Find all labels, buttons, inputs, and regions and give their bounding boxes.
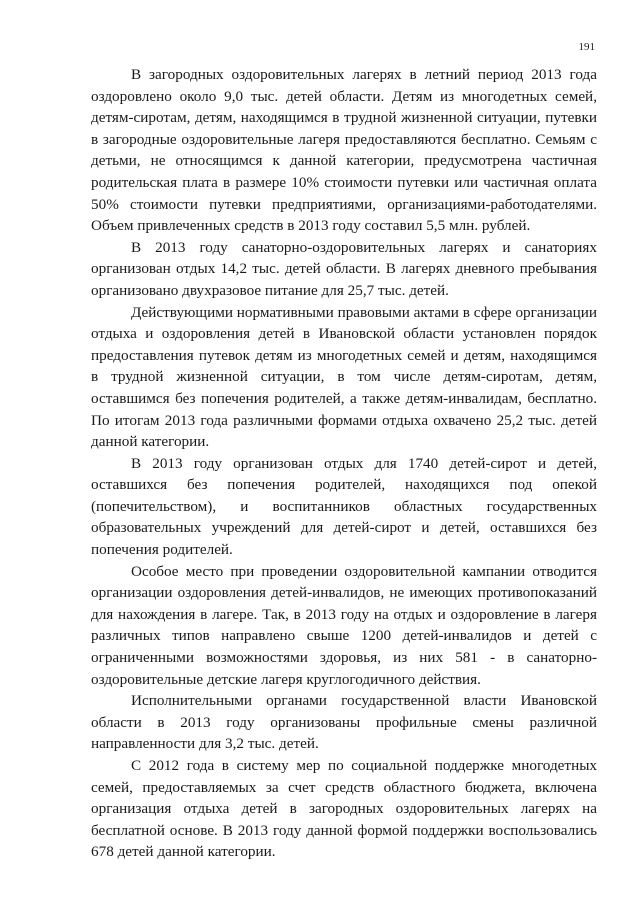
paragraph-1: В загородных оздоровительных лагерях в летний период 2013 года оздоровлено около 9,0 тыс. детей области. Детям из многодетных семей, детям-сиротам, детям, находящимся в трудной жизненной ситуации, путевки в загородные оздоровительные лагеря предоставляются бесплатно. Семьям с детьми, не относящимся к данной категории, предусмотрена частичная родительская плата в размере 10% стоимости путевки или частичная оплата 50% стоимости путевки предприятиями, организациями-работодателями. Объем привлеченных средств в 2013 году составил 5,5 млн. рублей.	[91, 66, 597, 235]
document-body	[91, 64, 597, 863]
paragraph-6: Исполнительными органами государственной власти Ивановской области в 2013 году организованы профильные смены различной направленности для 3,2 тыс. детей.	[91, 692, 597, 753]
paragraph-2: В 2013 году санаторно-оздоровительных лагерях и санаториях организован отдых 14,2 тыс. детей области. В лагерях дневного пребывания организовано двухразовое питание для 25,7 тыс. детей.	[91, 238, 597, 299]
paragraph-5: Особое место при проведении оздоровительной кампании отводится организации оздоровления детей-инвалидов, не имеющих противопоказаний для нахождения в лагере. Так, в 2013 году на отдых и оздоровление в лагеря различных типов направлено свыше 1200 детей-инвалидов и детей с ограниченными возможностями здоровья, из них 581 - в санаторно-оздоровительные детские лагеря круглогодичного действия.	[91, 562, 597, 688]
paragraph-4: В 2013 году организован отдых для 1740 детей-сирот и детей, оставшихся без попечения родителей, находящихся под опекой (попечительством), и воспитанников областных государственных образовательных учреждений для детей-сирот и детей, оставшихся без попечения родителей.	[91, 454, 597, 559]
paragraph-3: Действующими нормативными правовыми актами в сфере организации отдыха и оздоровления детей в Ивановской области установлен порядок предоставления путевок детям из многодетных семей и детям, находящимся в трудной жизненной ситуации, в том числе детям-сиротам, детям, оставшимся без попечения родителей, а также детям-инвалидам, бесплатно. По итогам 2013 года различными формами отдыха охвачено 25,2 тыс. детей данной категории.	[91, 303, 597, 451]
paragraph-7: С 2012 года в систему мер по социальной поддержке многодетных семей, предоставляемых за счет средств областного бюджета, включена организация отдыха детей в загородных оздоровительных лагерях на бесплатной основе. В 2013 году данной формой поддержки воспользовались 678 детей данной категории.	[91, 757, 597, 861]
page-number: 191	[578, 41, 595, 53]
